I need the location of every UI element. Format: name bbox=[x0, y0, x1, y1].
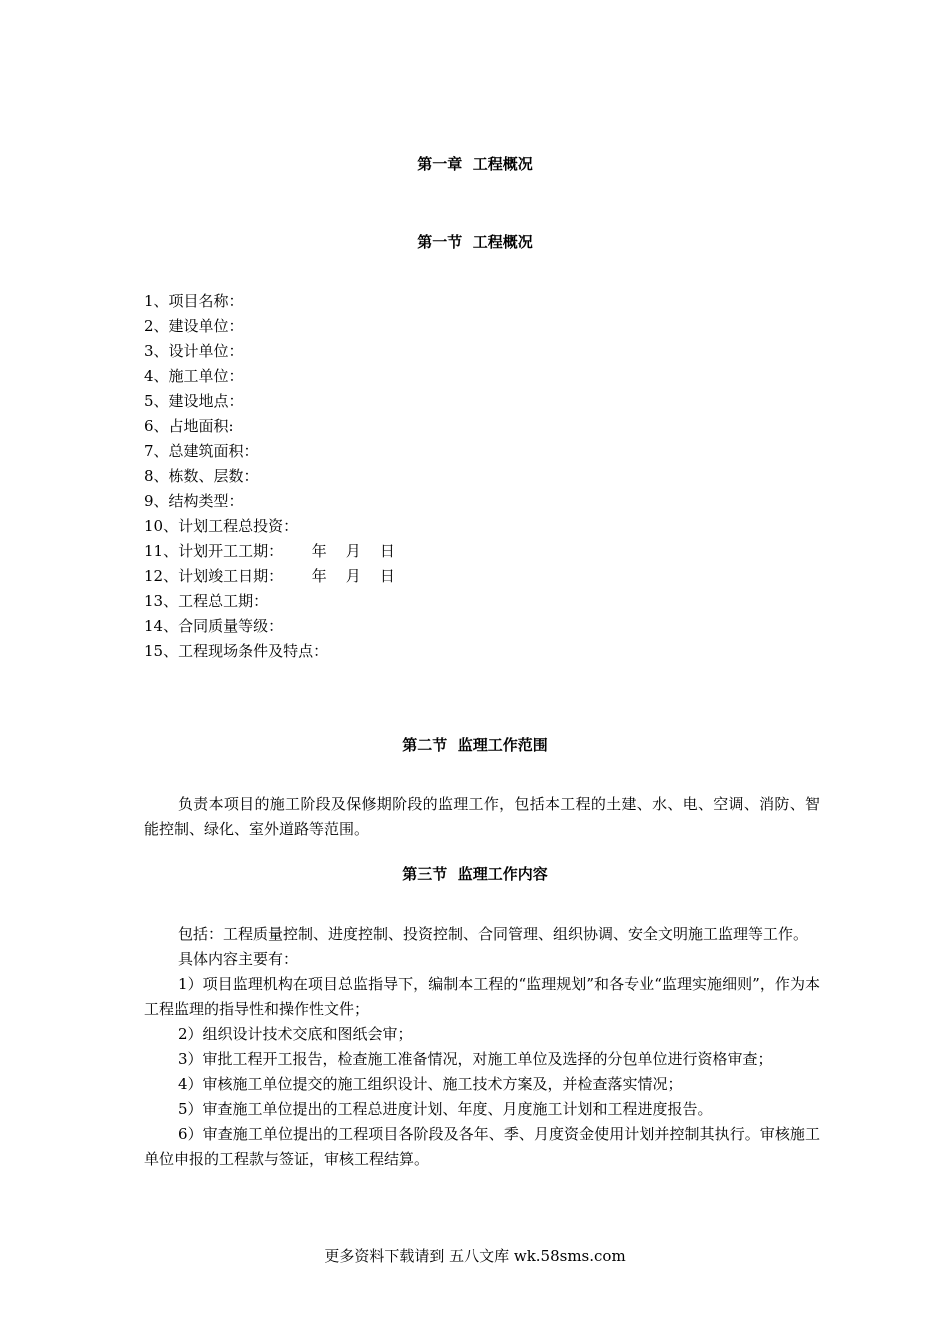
list-item: 8、栋数、层数： bbox=[144, 467, 259, 485]
paragraph: 包括：工程质量控制、进度控制、投资控制、合同管理、组织协调、安全文明施工监理等工作。 bbox=[178, 925, 809, 943]
list-item: 15、工程现场条件及特点： bbox=[144, 642, 329, 660]
paragraph: 2）组织设计技术交底和图纸会审； bbox=[178, 1025, 413, 1043]
list-item: 14、合同质量等级： bbox=[144, 617, 284, 635]
paragraph: 6）审查施工单位提出的工程项目各阶段及各年、季、月度资金使用计划并控制其执行。审核施工单位申报的工程款与签证，审核工程结算。 bbox=[144, 1125, 820, 1168]
list-item: 10、计划工程总投资： bbox=[144, 517, 299, 535]
project-info-list bbox=[144, 289, 395, 664]
list-item: 7、总建筑面积： bbox=[144, 442, 259, 460]
chapter-title: 第一章 工程概况 bbox=[417, 155, 533, 173]
paragraph: 4）审核施工单位提交的施工组织设计、施工技术方案及，并检查落实情况； bbox=[178, 1075, 683, 1093]
list-item: 6、占地面积: bbox=[144, 417, 234, 435]
paragraph: 5）审查施工单位提出的工程总进度计划、年度、月度施工计划和工程进度报告。 bbox=[178, 1100, 713, 1118]
list-item: 5、建设地点： bbox=[144, 392, 244, 410]
list-item: 3、设计单位： bbox=[144, 342, 244, 360]
section-2-title: 第二节 监理工作范围 bbox=[402, 736, 548, 754]
list-item: 12、计划竣工日期： 年 月 日 bbox=[144, 567, 395, 585]
list-item: 11、计划开工工期： 年 月 日 bbox=[144, 542, 395, 560]
section-3-body bbox=[144, 922, 820, 1172]
paragraph: 3）审批工程开工报告，检查施工准备情况，对施工单位及选择的分包单位进行资格审查； bbox=[178, 1050, 773, 1068]
paragraph: 具体内容主要有： bbox=[178, 950, 299, 968]
section-3-title: 第三节 监理工作内容 bbox=[402, 865, 548, 883]
list-item: 13、工程总工期： bbox=[144, 592, 269, 610]
footer-text: 更多资料下载请到 五八文库 wk.58sms.com bbox=[324, 1247, 626, 1265]
list-item: 4、施工单位： bbox=[144, 367, 244, 385]
paragraph: 负责本项目的施工阶段及保修期阶段的监理工作，包括本工程的土建、水、电、空调、消防、智能控制、绿化、室外道路等范围。 bbox=[144, 795, 820, 838]
list-item: 1、项目名称： bbox=[144, 292, 244, 310]
section-2-body bbox=[144, 792, 820, 842]
list-item: 9、结构类型： bbox=[144, 492, 244, 510]
list-item: 2、建设单位： bbox=[144, 317, 244, 335]
paragraph: 1）项目监理机构在项目总监指导下，编制本工程的“监理规划”和各专业“监理实施细则”，作为本工程监理的指导性和操作性文件； bbox=[144, 975, 820, 1018]
section-1-title: 第一节 工程概况 bbox=[417, 233, 533, 251]
